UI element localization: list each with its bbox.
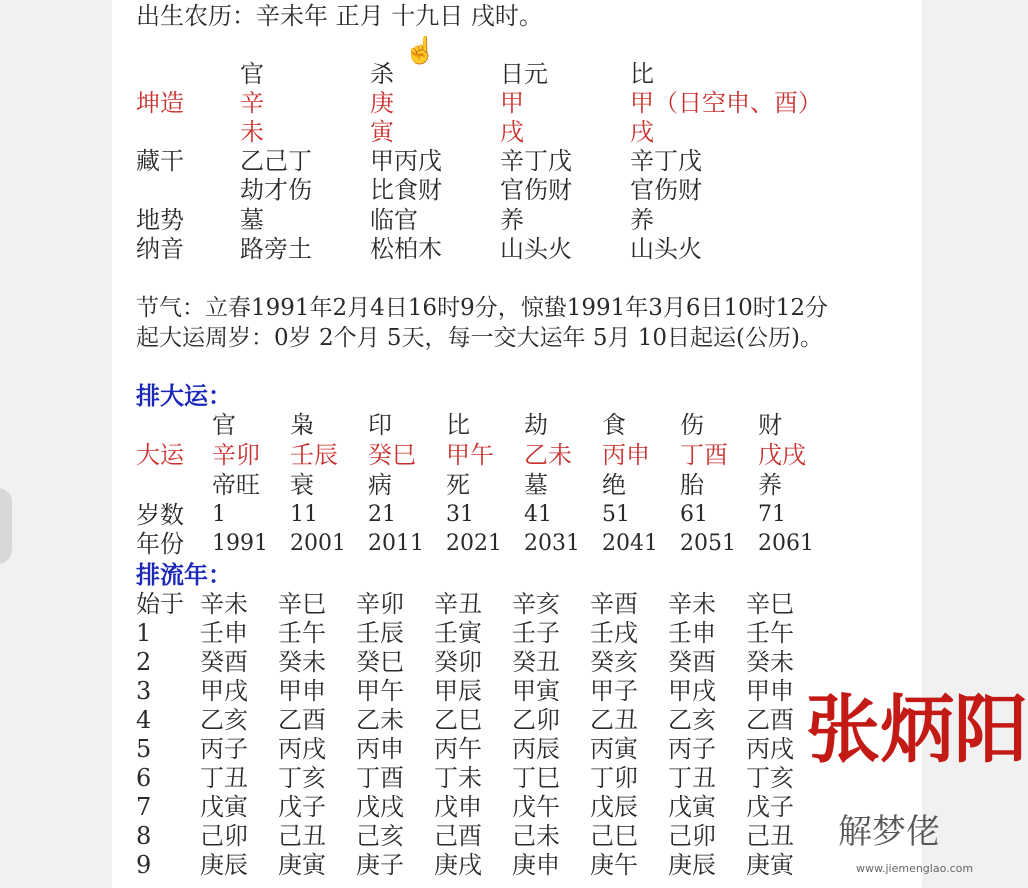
liunian-cell: 甲申	[278, 677, 326, 705]
liunian-cell: 壬申	[200, 619, 248, 647]
nayin-0: 路旁土	[240, 235, 312, 263]
dayun-shishen-3: 比	[446, 411, 470, 439]
liunian-cell: 壬申	[668, 619, 716, 647]
age-5: 51	[602, 502, 630, 527]
year-7: 2061	[758, 531, 814, 556]
canggan-shishen-1: 比食财	[370, 176, 442, 204]
liunian-row-label: 8	[136, 822, 152, 850]
liunian-cell: 癸亥	[590, 648, 638, 676]
liunian-row-label: 2	[136, 648, 152, 676]
jieqi-line-2: 起大运周岁：0岁 2个月 5天，每一交大运年 5月 10日起运(公历)。	[136, 325, 823, 351]
liunian-cell: 庚午	[590, 851, 638, 879]
liunian-cell: 壬子	[512, 619, 560, 647]
age-1: 11	[290, 502, 318, 527]
liunian-cell: 癸酉	[668, 648, 716, 676]
dishi-2: 养	[500, 206, 524, 234]
dayun-ganzhi-7: 戊戌	[758, 441, 806, 469]
liunian-cell: 壬午	[746, 619, 794, 647]
liunian-cell: 癸酉	[200, 648, 248, 676]
nayin-label: 纳音	[136, 235, 184, 263]
age-3: 31	[446, 502, 474, 527]
liunian-cell: 丙辰	[512, 735, 560, 763]
side-scroll-tab[interactable]	[0, 488, 12, 564]
liunian-cell: 庚辰	[200, 851, 248, 879]
liunian-cell: 丙子	[668, 735, 716, 763]
shishen-1: 杀	[370, 60, 394, 88]
jieqi-line-1: 节气：立春1991年2月4日16时9分，惊蛰1991年3月6日10时12分	[136, 295, 829, 321]
liunian-cell: 戊戌	[356, 793, 404, 821]
liunian-cell: 戊寅	[200, 793, 248, 821]
dayun-shishen-4: 劫	[524, 411, 548, 439]
liunian-cell: 甲申	[746, 677, 794, 705]
liunian-cell: 庚寅	[278, 851, 326, 879]
liunian-cell: 丁亥	[278, 764, 326, 792]
dayun-dishi-2: 病	[368, 471, 392, 499]
shishen-2: 日元	[500, 60, 548, 88]
stem-0: 辛	[240, 89, 264, 117]
dayun-label: 大运	[136, 441, 184, 469]
liunian-cell: 乙酉	[746, 706, 794, 734]
liunian-cell: 辛未	[200, 590, 248, 618]
liunian-cell: 壬午	[278, 619, 326, 647]
liunian-cell: 乙巳	[434, 706, 482, 734]
dayun-ganzhi-0: 辛卯	[212, 441, 260, 469]
liunian-cell: 乙亥	[200, 706, 248, 734]
canggan-3: 辛丁戊	[630, 147, 702, 175]
watermark-site-url: www.jiemenglao.com	[856, 862, 974, 875]
dishi-1: 临官	[370, 206, 418, 234]
liunian-cell: 庚戌	[434, 851, 482, 879]
liunian-cell: 甲子	[590, 677, 638, 705]
dayun-shishen-7: 财	[758, 411, 782, 439]
liunian-title: 排流年：	[136, 560, 232, 589]
watermark-name: 张炳阳	[806, 687, 1028, 773]
liunian-cell: 丁亥	[746, 764, 794, 792]
year-2: 2011	[368, 531, 424, 556]
age-2: 21	[368, 502, 396, 527]
liunian-cell: 壬戌	[590, 619, 638, 647]
liunian-cell: 丁卯	[590, 764, 638, 792]
liunian-cell: 辛未	[668, 590, 716, 618]
canggan-1: 甲丙戊	[370, 147, 442, 175]
year-0: 1991	[212, 531, 268, 556]
dayun-shishen-2: 印	[368, 411, 392, 439]
liunian-cell: 甲寅	[512, 677, 560, 705]
liunian-cell: 庚寅	[746, 851, 794, 879]
liunian-cell: 丙午	[434, 735, 482, 763]
liunian-cell: 丁酉	[356, 764, 404, 792]
liunian-row-label: 3	[136, 677, 152, 705]
canggan-0: 乙己丁	[240, 147, 312, 175]
liunian-row-label: 5	[136, 735, 152, 763]
liunian-cell: 己巳	[590, 822, 638, 850]
year-6: 2051	[680, 531, 736, 556]
liunian-cell: 乙未	[356, 706, 404, 734]
stem-1: 庚	[370, 89, 394, 117]
dayun-ganzhi-4: 乙未	[524, 441, 572, 469]
liunian-cell: 丁巳	[512, 764, 560, 792]
liunian-cell: 癸未	[278, 648, 326, 676]
liunian-cell: 辛卯	[356, 590, 404, 618]
liunian-cell: 甲午	[356, 677, 404, 705]
liunian-row-label: 1	[136, 619, 152, 647]
liunian-cell: 癸未	[746, 648, 794, 676]
liunian-cell: 辛亥	[512, 590, 560, 618]
year-5: 2041	[602, 531, 658, 556]
nayin-1: 松柏木	[370, 235, 442, 263]
liunian-cell: 戊申	[434, 793, 482, 821]
branch-3: 戌	[630, 118, 654, 146]
liunian-cell: 戊寅	[668, 793, 716, 821]
liunian-cell: 甲戌	[668, 677, 716, 705]
age-0: 1	[212, 502, 226, 527]
stem-3: 甲（日空申、酉）	[630, 89, 822, 117]
liunian-cell: 戊子	[278, 793, 326, 821]
liunian-row-label: 9	[136, 851, 152, 879]
branch-2: 戌	[500, 118, 524, 146]
dayun-shishen-0: 官	[212, 411, 236, 439]
hand-cursor-icon: ☝	[404, 36, 437, 66]
year-3: 2021	[446, 531, 502, 556]
liunian-cell: 丁未	[434, 764, 482, 792]
liunian-cell: 癸卯	[434, 648, 482, 676]
dayun-shishen-1: 枭	[290, 411, 314, 439]
liunian-cell: 庚申	[512, 851, 560, 879]
liunian-row-label: 4	[136, 706, 152, 734]
dishi-3: 养	[630, 206, 654, 234]
canggan-shishen-0: 劫才伤	[240, 176, 312, 204]
age-label: 岁数	[136, 501, 184, 529]
liunian-cell: 壬辰	[356, 619, 404, 647]
branch-1: 寅	[370, 118, 394, 146]
dayun-dishi-0: 帝旺	[212, 471, 260, 499]
kunzao-label: 坤造	[136, 89, 184, 117]
liunian-cell: 丙申	[356, 735, 404, 763]
liunian-cell: 丙戌	[278, 735, 326, 763]
liunian-cell: 丁丑	[200, 764, 248, 792]
nayin-2: 山头火	[500, 235, 572, 263]
liunian-cell: 戊午	[512, 793, 560, 821]
year-4: 2031	[524, 531, 580, 556]
liunian-cell: 己亥	[356, 822, 404, 850]
liunian-cell: 丙子	[200, 735, 248, 763]
nayin-3: 山头火	[630, 235, 702, 263]
dayun-ganzhi-5: 丙申	[602, 441, 650, 469]
liunian-row-label: 6	[136, 764, 152, 792]
dayun-dishi-3: 死	[446, 471, 470, 499]
shishen-3: 比	[630, 60, 654, 88]
liunian-cell: 甲辰	[434, 677, 482, 705]
liunian-cell: 乙卯	[512, 706, 560, 734]
dayun-dishi-4: 墓	[524, 471, 548, 499]
liunian-cell: 甲戌	[200, 677, 248, 705]
dayun-ganzhi-3: 甲午	[446, 441, 494, 469]
liunian-cell: 己卯	[200, 822, 248, 850]
liunian-cell: 己丑	[746, 822, 794, 850]
liunian-cell: 辛丑	[434, 590, 482, 618]
liunian-cell: 戊子	[746, 793, 794, 821]
dishi-label: 地势	[136, 206, 184, 234]
stem-2: 甲	[500, 89, 524, 117]
liunian-cell: 辛巳	[746, 590, 794, 618]
liunian-cell: 己酉	[434, 822, 482, 850]
dayun-ganzhi-1: 壬辰	[290, 441, 338, 469]
canggan-shishen-3: 官伤财	[630, 176, 702, 204]
year-1: 2001	[290, 531, 346, 556]
dayun-dishi-1: 衰	[290, 471, 314, 499]
liunian-cell: 乙亥	[668, 706, 716, 734]
liunian-cell: 丙寅	[590, 735, 638, 763]
liunian-cell: 癸丑	[512, 648, 560, 676]
shishen-0: 官	[240, 60, 264, 88]
year-label: 年份	[136, 530, 184, 558]
age-6: 61	[680, 502, 708, 527]
age-4: 41	[524, 502, 552, 527]
dishi-0: 墓	[240, 206, 264, 234]
liunian-cell: 癸巳	[356, 648, 404, 676]
canggan-2: 辛丁戊	[500, 147, 572, 175]
liunian-cell: 乙酉	[278, 706, 326, 734]
age-7: 71	[758, 502, 786, 527]
liunian-cell: 壬寅	[434, 619, 482, 647]
dayun-ganzhi-6: 丁酉	[680, 441, 728, 469]
dayun-ganzhi-2: 癸巳	[368, 441, 416, 469]
liunian-cell: 戊辰	[590, 793, 638, 821]
birth-lunar-line: 出生农历：辛未年 正月 十九日 戌时。	[136, 2, 543, 30]
liunian-cell: 己未	[512, 822, 560, 850]
liunian-row-label: 7	[136, 793, 152, 821]
liunian-cell: 庚子	[356, 851, 404, 879]
liunian-row-label: 始于	[136, 590, 184, 618]
liunian-cell: 己丑	[278, 822, 326, 850]
document-page	[112, 0, 922, 888]
dayun-shishen-5: 食	[602, 411, 626, 439]
liunian-cell: 丙戌	[746, 735, 794, 763]
liunian-cell: 辛巳	[278, 590, 326, 618]
dayun-shishen-6: 伤	[680, 411, 704, 439]
dayun-dishi-7: 养	[758, 471, 782, 499]
dayun-dishi-6: 胎	[680, 471, 704, 499]
watermark-site-name: 解梦佬	[838, 812, 940, 852]
dayun-dishi-5: 绝	[602, 471, 626, 499]
liunian-cell: 乙丑	[590, 706, 638, 734]
canggan-label: 藏干	[136, 147, 184, 175]
liunian-cell: 己卯	[668, 822, 716, 850]
liunian-cell: 庚辰	[668, 851, 716, 879]
dayun-title: 排大运：	[136, 381, 232, 410]
canggan-shishen-2: 官伤财	[500, 176, 572, 204]
liunian-cell: 丁丑	[668, 764, 716, 792]
liunian-cell: 辛酉	[590, 590, 638, 618]
branch-0: 未	[240, 118, 264, 146]
